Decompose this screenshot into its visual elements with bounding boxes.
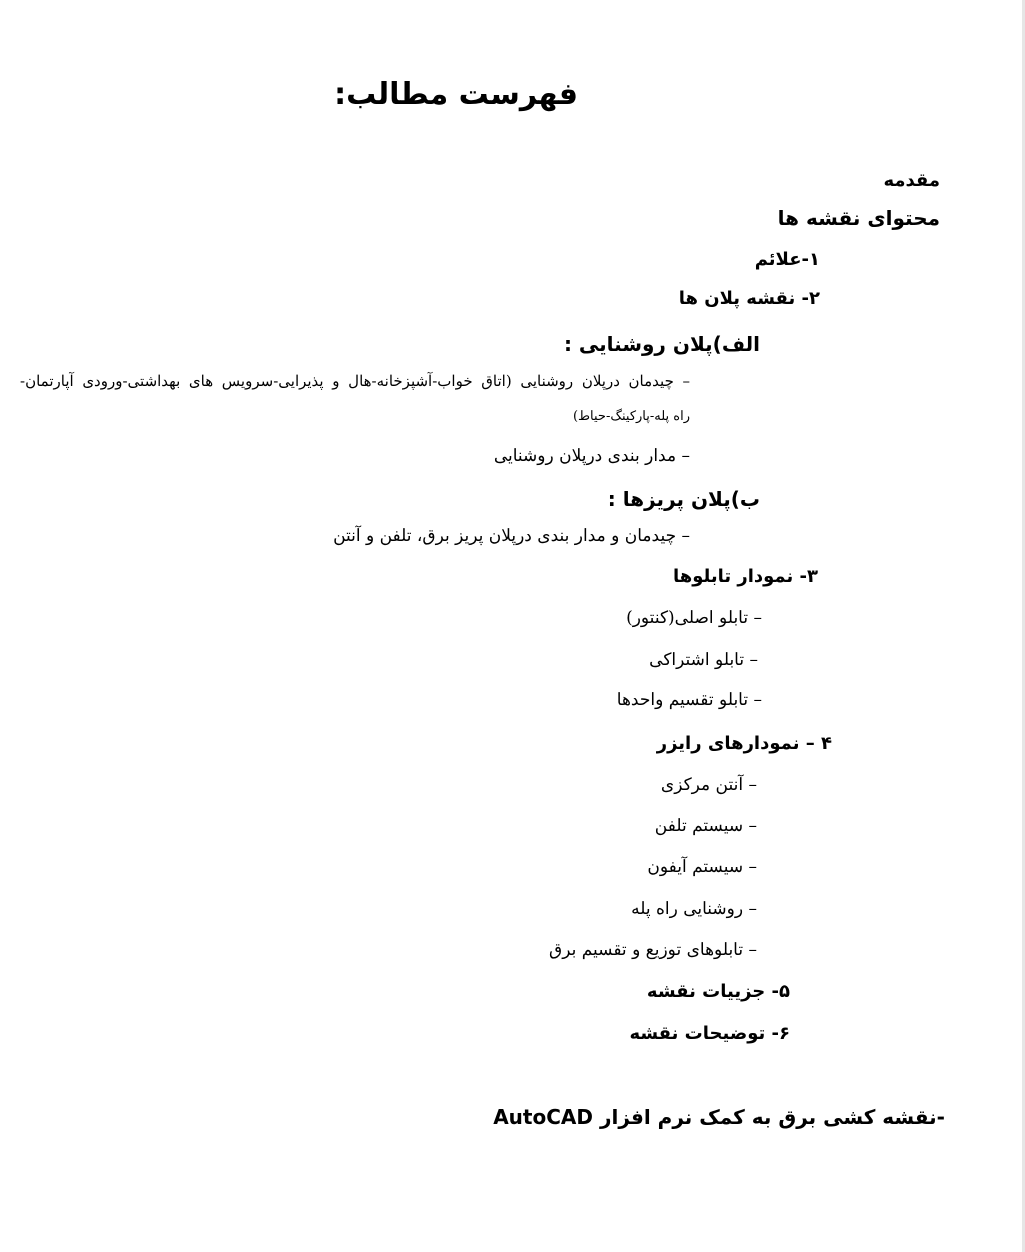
toc-2a-item-2: – مدار بندی درپلان روشنایی [493, 446, 690, 466]
toc-4-item-3: – سیستم آیفون [647, 857, 757, 877]
toc-section-4: ۴ – نمودارهای رایزر [656, 733, 832, 754]
toc-section-2a: الف)پلان روشنایی : [563, 332, 760, 356]
toc-4-item-4: – روشنایی راه پله [631, 899, 757, 919]
page-title: فهرست مطالب: [334, 77, 578, 112]
toc-2a-item-1-line1: – چیدمان درپلان روشنایی (اتاق خواب-آشپزخانه-هال و پذیرایی-سرویس های بهداشتی-ورودی آپارتمان- [20, 372, 690, 390]
toc-section-3: ۳- نمودار تابلوها [672, 566, 818, 587]
toc-3-item-3: – تابلو تقسیم واحدها [616, 690, 762, 710]
toc-section-1: ۱-علائم [754, 249, 820, 270]
toc-autocad: -نقشه کشی برق به کمک نرم افزار AutoCAD [493, 1105, 945, 1129]
toc-2a-item-1-line2: راه پله-پارکینگ-حیاط) [572, 409, 690, 424]
toc-4-item-5: – تابلوهای توزیع و تقسیم برق [549, 940, 757, 960]
toc-intro: مقدمه [883, 170, 940, 191]
toc-3-item-2: – تابلو اشتراکی [649, 650, 758, 670]
toc-4-item-1: – آنتن مرکزی [660, 775, 757, 795]
toc-section-6: ۶- توضیحات نقشه [629, 1023, 790, 1044]
toc-4-item-2: – سیستم تلفن [654, 816, 757, 836]
toc-2b-item-1: – چیدمان و مدار بندی درپلان پریز برق، تلفن و آنتن [333, 526, 690, 546]
toc-maps-content: محتوای نقشه ها [777, 206, 940, 230]
toc-3-item-1: – تابلو اصلی(کنتور) [626, 608, 762, 628]
toc-section-2b: ب)پلان پریزها : [607, 487, 760, 511]
toc-section-2: ۲- نقشه پلان ها [678, 288, 820, 309]
toc-section-5: ۵- جزییات نقشه [646, 981, 790, 1002]
